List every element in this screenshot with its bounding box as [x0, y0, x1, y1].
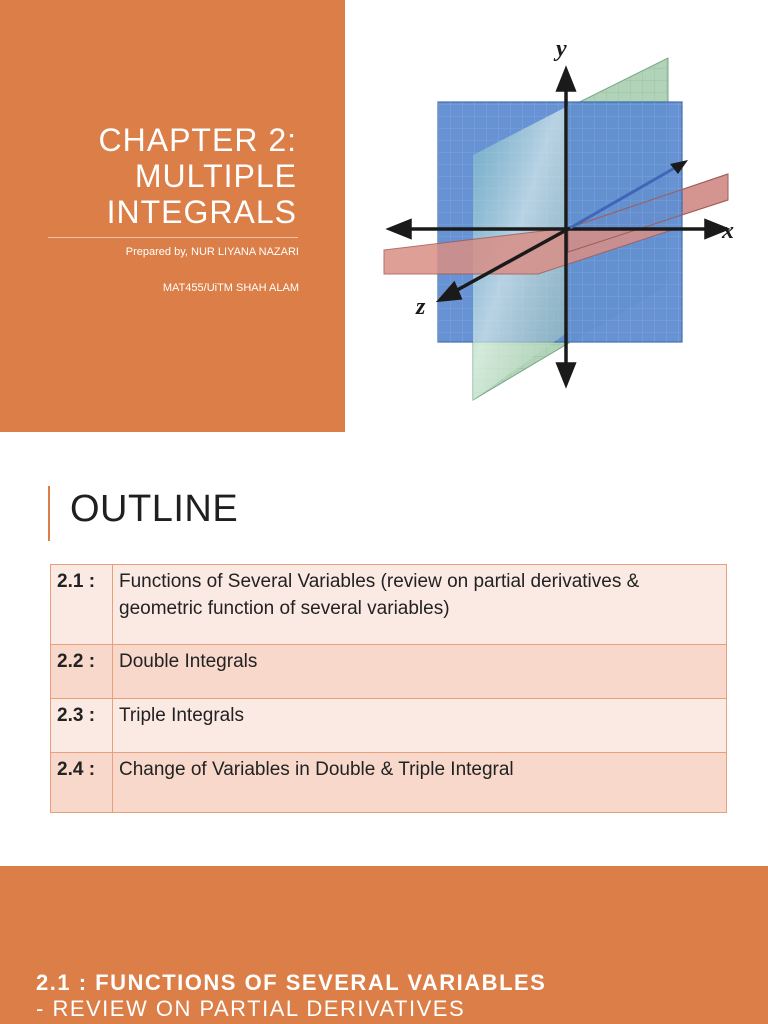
outline-row-text: Double Integrals: [113, 645, 727, 699]
outline-accent-bar: [48, 486, 50, 541]
outline-row-number: 2.1 :: [51, 565, 113, 645]
x-axis-label: x: [722, 218, 734, 244]
section-subtitle: - REVIEW ON PARTIAL DERIVATIVES: [36, 996, 466, 1021]
prepared-by: Prepared by, NUR LIYANA NAZARI: [125, 246, 299, 258]
outline-row-number: 2.2 :: [51, 645, 113, 699]
outline-row: [51, 699, 727, 753]
z-axis-label: z: [416, 294, 426, 320]
outline-row-text: Triple Integrals: [113, 699, 727, 753]
chapter-title-line1: CHAPTER 2:: [98, 122, 297, 158]
outline-title: OUTLINE: [70, 488, 239, 530]
coordinate-planes-figure: [378, 32, 734, 402]
outline-row-text: Functions of Several Variables (review on partial derivatives & geometric function of several variables): [113, 565, 727, 645]
section-title: 2.1 : FUNCTIONS OF SEVERAL VARIABLES: [36, 970, 547, 995]
y-axis-label: y: [556, 36, 567, 62]
outline-table: [50, 564, 727, 813]
title-slide: [0, 0, 768, 432]
chapter-title-line3: INTEGRALS: [106, 194, 297, 230]
section-slide: [0, 866, 768, 1024]
outline-row-number: 2.4 :: [51, 753, 113, 813]
chapter-title: [7, 122, 297, 230]
title-divider: [48, 237, 298, 238]
outline-row: [51, 645, 727, 699]
outline-row: [51, 565, 727, 645]
outline-row: [51, 753, 727, 813]
title-panel: [0, 0, 345, 432]
course-label: MAT455/UiTM SHAH ALAM: [162, 282, 299, 294]
outline-row-number: 2.3 :: [51, 699, 113, 753]
chapter-title-line2: MULTIPLE: [134, 158, 297, 194]
outline-row-text: Change of Variables in Double & Triple Integral: [113, 753, 727, 813]
outline-slide: [0, 460, 768, 840]
